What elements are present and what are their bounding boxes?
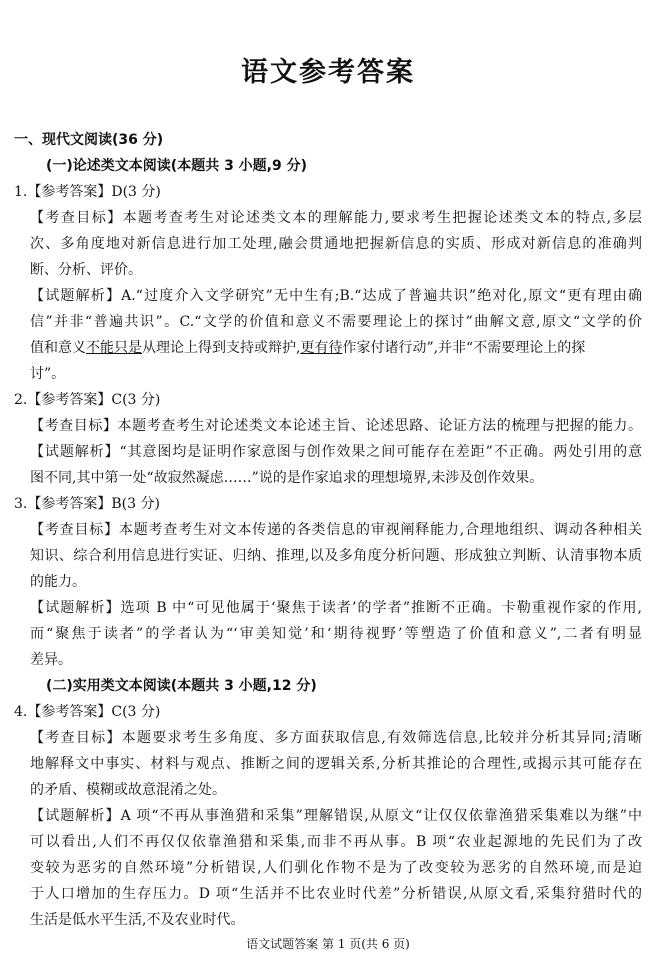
q1-goal-line: 断、分析、评价。 [30, 262, 142, 278]
q2-analysis-line: 【试题解析】“其意图均是证明作家意图与创作效果之间可能存在差距”不正确。两处引用的意 [30, 444, 642, 460]
page-footer: 语文试题答案 第 1 页(共 6 页) [246, 937, 410, 951]
q1-analysis-line: 【试题解析】A.“过度介入文学研究”无中生有;B.“达成了普遍共识”绝对化,原文“更有理由确 [30, 288, 642, 304]
q3-analysis-line: 【试题解析】选项 B 中“可见他属于‘聚焦于读者’的学者”推断不正确。卡勒重视作家的作用, [30, 600, 642, 616]
section-heading-reading: 一、现代文阅读(36 分) [14, 132, 164, 148]
q3-goal-line: 【考查目标】本题考查考生对文本传递的各类信息的审视阐释能力,合理地组织、调动各种相关 [30, 522, 642, 538]
q3-analysis-line: 差异。 [30, 652, 72, 668]
q1-analysis-line: 信”并非“普遍共识”。C.“文学的价值和意义不需要理论上的探讨”曲解文意,原文“文学的价 [30, 314, 642, 330]
underlined-phrase: 更有待 [300, 340, 343, 356]
q4-analysis-line: 【试题解析】A 项“不再从事渔猎和采集”理解错误,从原文“让仅仅依靠渔猎采集难以为继”中 [30, 808, 642, 824]
subsection-heading-argumentative: (一)论述类文本阅读(本题共 3 小题,9 分) [46, 158, 308, 174]
q3-analysis-line: 而“聚焦于读者”的学者认为“‘审美知觉’和‘期待视野’等塑造了价值和意义”,二者有明显 [30, 626, 642, 642]
q3-answer: 3.【参考答案】B(3 分) [14, 496, 160, 512]
q2-analysis-line: 图不同,其中第一处“故寂然凝虑……”说的是作家追求的理想境界,未涉及创作效果。 [30, 470, 544, 486]
q1-analysis-line: 值和意义不能只是从理论上得到支持或辩护,更有待作家付诸行动”,并非“不需要理论上的探 [30, 340, 586, 356]
q1-analysis-line: 讨”。 [30, 366, 66, 382]
q3-goal-line: 的能力。 [30, 574, 86, 590]
q4-goal-line: 地解释文中事实、材料与观点、推断之间的逻辑关系,分析其推论的合理性,或揭示其可能存在 [30, 756, 642, 772]
q3-goal-line: 知识、综合利用信息进行实证、归纳、推理,以及多角度分析问题、形成独立判断、认清事物本质 [30, 548, 642, 564]
q4-analysis-line: 变较为恶劣的自然环境”分析错误,人们驯化作物不是为了改变较为恶劣的自然环境,而是迫 [30, 860, 642, 876]
q1-answer: 1.【参考答案】D(3 分) [14, 184, 161, 200]
q1-goal-line: 次、多角度地对新信息进行加工处理,融会贯通地把握新信息的实质、形成对新信息的准确判 [30, 236, 642, 252]
q1-goal-line: 【考查目标】本题考查考生对论述类文本的理解能力,要求考生把握论述类文本的特点,多层 [30, 210, 642, 226]
page-title: 语文参考答案 [241, 57, 415, 88]
q2-answer: 2.【参考答案】C(3 分) [14, 392, 161, 408]
q4-analysis-line: 生活是低水平生活,不及农业时代。 [30, 912, 245, 928]
q4-goal-line: 【考查目标】本题要求考生多角度、多方面获取信息,有效筛选信息,比较并分析其异同;清晰 [30, 730, 642, 746]
q4-analysis-line: 于人口增加的生存压力。D 项“生活并不比农业时代差”分析错误,从原文看,采集狩猎时代的 [30, 886, 642, 902]
q4-analysis-line: 可以看出,人们不再仅仅依靠渔猎和采集,而非不再从事。B 项“农业起源地的先民们为了改 [30, 834, 642, 850]
q2-goal: 【考查目标】本题考查考生对论述类文本论述主旨、论述思路、论证方法的梳理与把握的能力。 [30, 418, 642, 434]
subsection-heading-practical: (二)实用类文本阅读(本题共 3 小题,12 分) [46, 678, 317, 694]
underlined-phrase: 不能只是 [86, 340, 142, 356]
q4-answer: 4.【参考答案】C(3 分) [14, 704, 161, 720]
q4-goal-line: 的矛盾、模糊或故意混淆之处。 [30, 782, 226, 798]
